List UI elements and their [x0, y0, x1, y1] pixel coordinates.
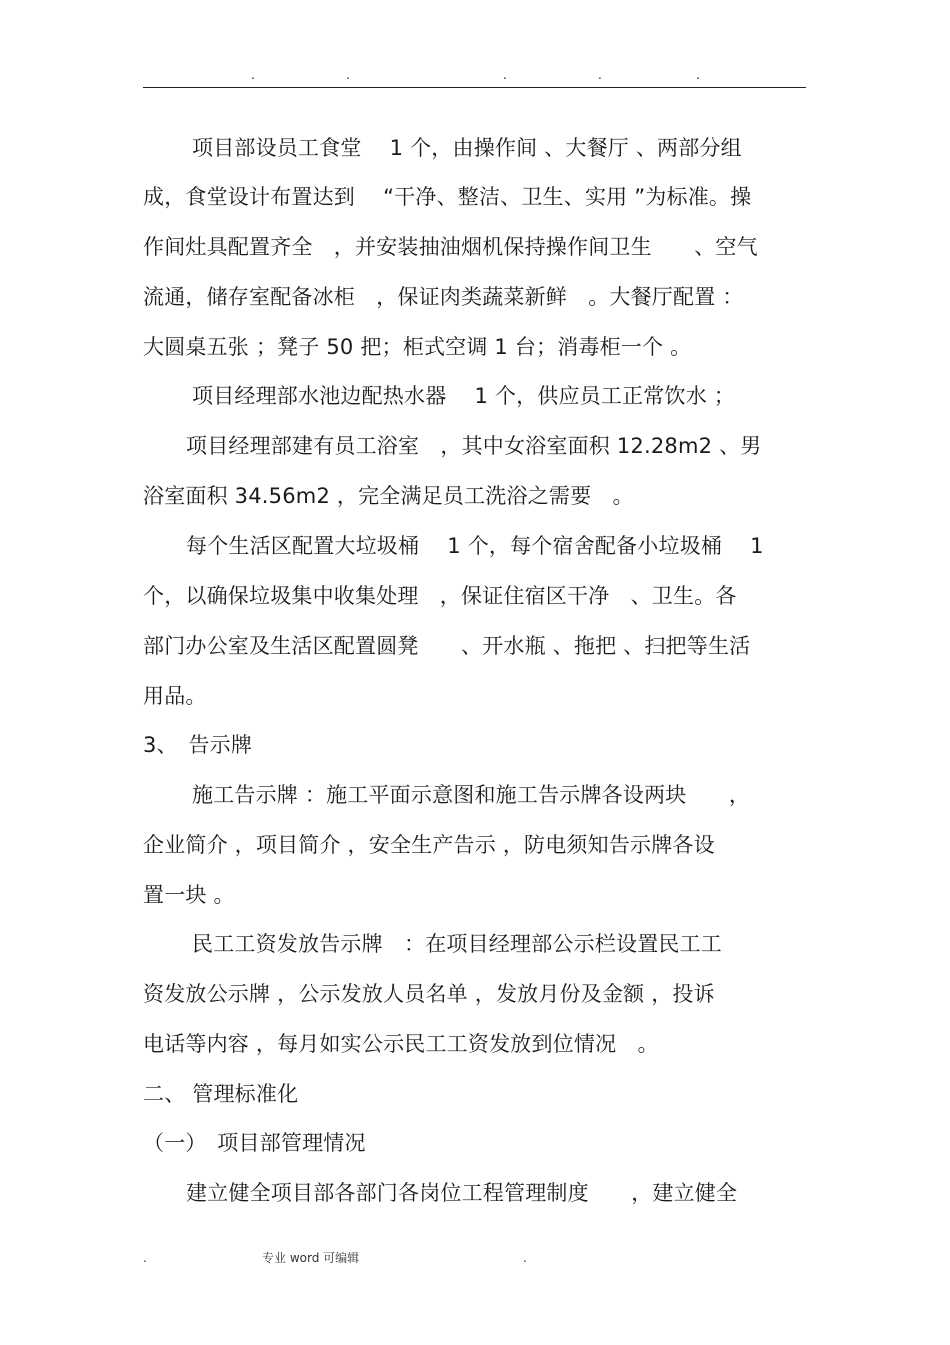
- body-line: 项目部设员工食堂 1 个，由操作间 、大餐厅 、两部分组: [192, 136, 742, 160]
- body-line: 置一块 。: [143, 883, 235, 907]
- body-line: 用品。: [143, 684, 207, 708]
- body-line: 项目经理部建有员工浴室 ，其中女浴室面积 12.28m2 、男: [186, 434, 762, 458]
- header-dot: .: [251, 68, 255, 82]
- footer-dot-left: .: [143, 1251, 147, 1265]
- body-line: 个，以确保垃圾集中收集处理 ，保证住宿区干净 、卫生。各: [143, 584, 737, 608]
- header-dot: .: [598, 68, 602, 82]
- body-line: 浴室面积 34.56m2 ，完全满足员工洗浴之需要 。: [143, 484, 634, 508]
- body-line: 项目经理部水池边配热水器 1 个，供应员工正常饮水 ；: [192, 384, 735, 408]
- section-heading: 3、 告示牌: [143, 733, 253, 757]
- body-line: 民工工资发放告示牌 ：在项目经理部公示栏设置民工工: [192, 932, 722, 956]
- body-line: 作间灶具配置齐全 ，并安装抽油烟机保持操作间卫生 、空气: [143, 235, 758, 259]
- header-rule: [143, 87, 806, 88]
- body-line: 部门办公室及生活区配置圆凳 、开水瓶 、拖把 、扫把等生活: [143, 634, 751, 658]
- body-line: 每个生活区配置大垃圾桶 1 个，每个宿舍配备小垃圾桶 1: [186, 534, 764, 558]
- body-line: 大圆桌五张 ；凳子 50 把；柜式空调 1 台；消毒柜一个 。: [143, 335, 692, 359]
- section-heading: 二、 管理标准化: [143, 1082, 299, 1106]
- header-dots: [143, 68, 806, 82]
- body-line: 施工告示牌 ：施工平面示意图和施工告示牌各设两块 ，: [192, 783, 751, 807]
- header-dot: .: [503, 68, 507, 82]
- body-line: 资发放公示牌 ，公示发放人员名单 ，发放月份及金额 ，投诉: [143, 982, 715, 1006]
- header-dot: .: [696, 68, 700, 82]
- body-line: 企业简介 ，项目简介 ，安全生产告示 ，防电须知告示牌各设: [143, 833, 715, 857]
- subsection-heading: （一） 项目部管理情况: [143, 1131, 366, 1155]
- body-line: 成，食堂设计布置达到 “干净、整洁、卫生、实用 ”为标准。操: [143, 185, 752, 209]
- body-line: 电话等内容 ，每月如实公示民工工资发放到位情况 。: [143, 1032, 659, 1056]
- body-line: 流通，储存室配备冰柜 ，保证肉类蔬菜新鲜 。大餐厅配置 ：: [143, 285, 744, 309]
- footer-dot-right: .: [523, 1251, 527, 1265]
- header-dot: .: [346, 68, 350, 82]
- footer-label: 专业 word 可编辑: [262, 1251, 360, 1265]
- body-line: 建立健全项目部各部门各岗位工程管理制度 ，建立健全: [186, 1181, 738, 1205]
